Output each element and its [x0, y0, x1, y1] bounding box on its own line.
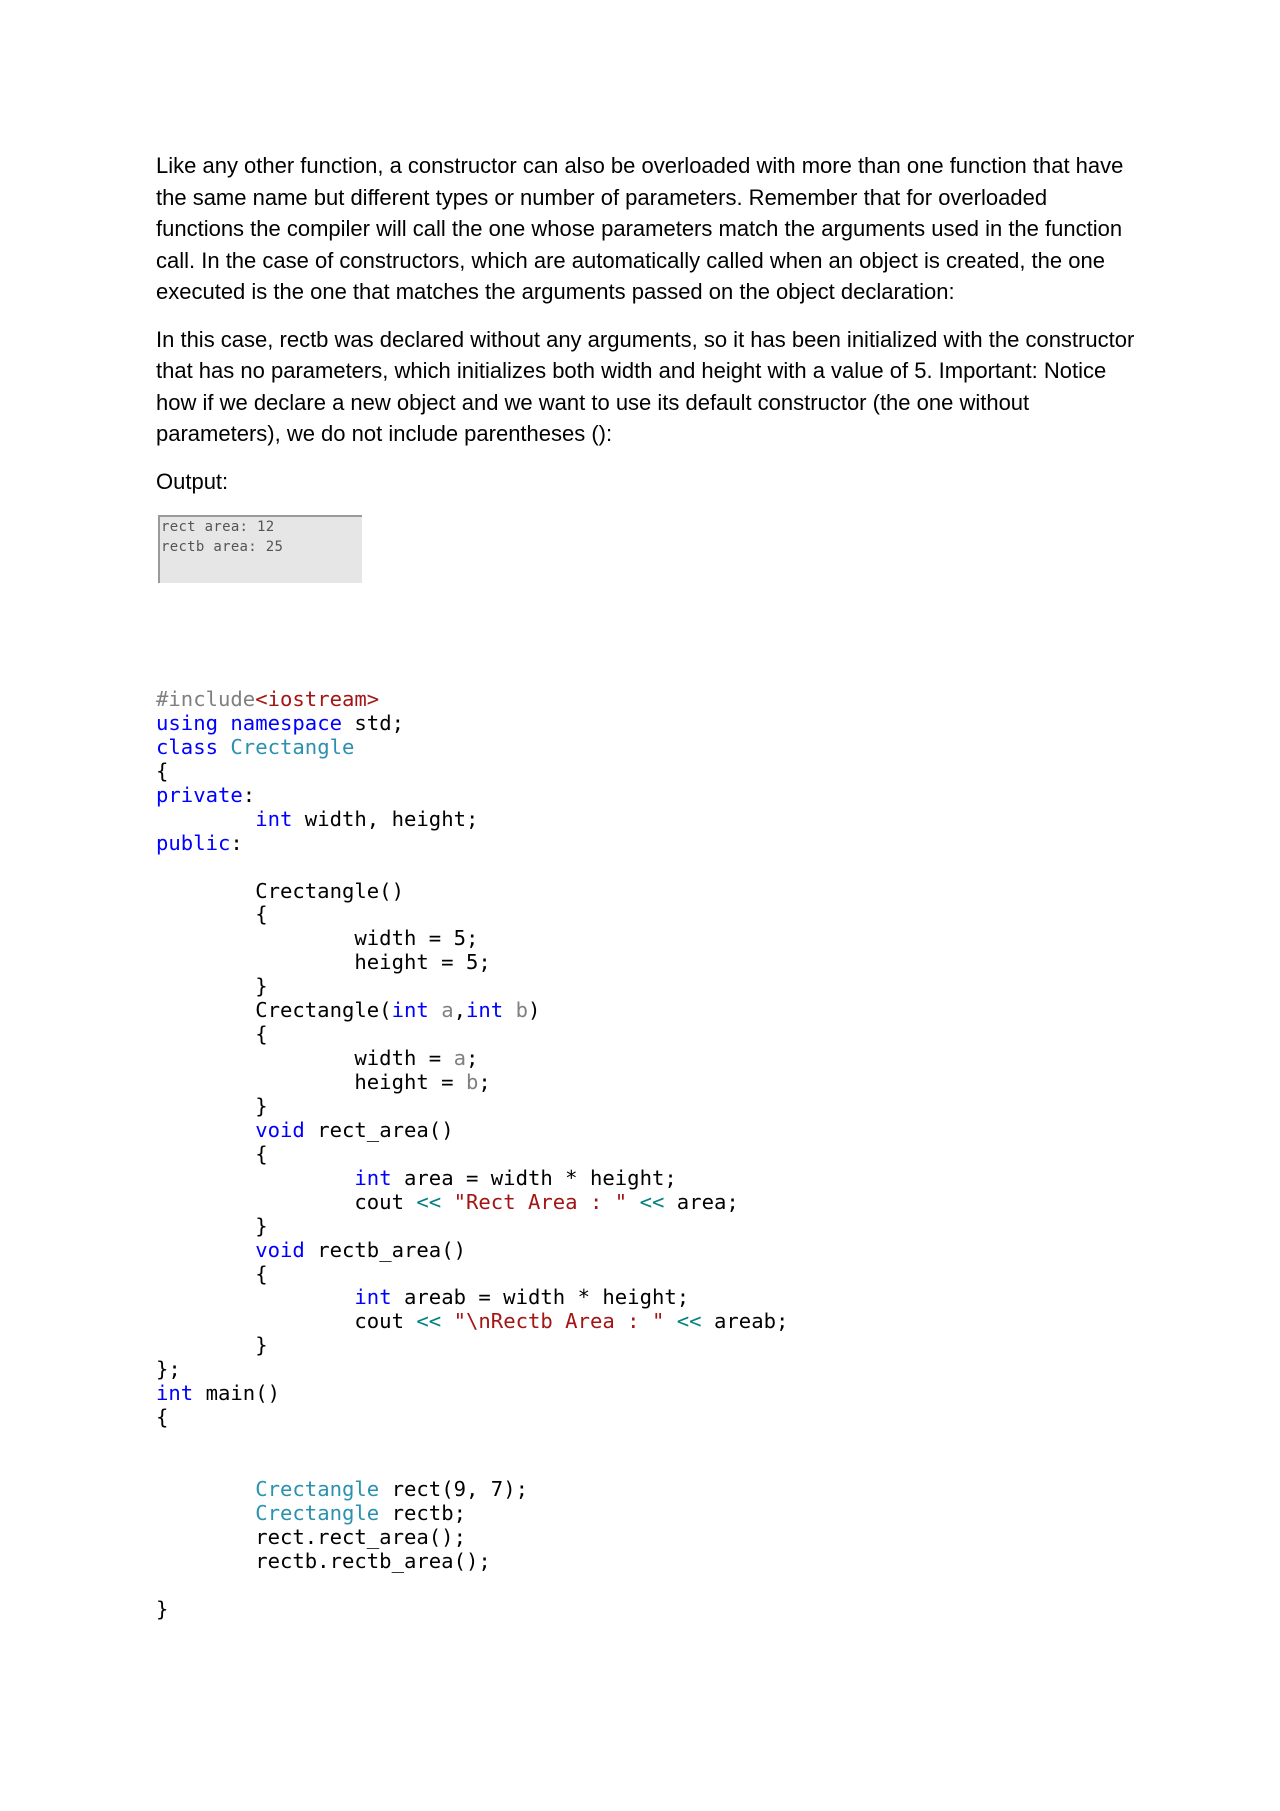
code-token: public	[156, 830, 231, 855]
code-line	[156, 1286, 788, 1310]
code-token: area;	[664, 1189, 739, 1214]
code-line	[156, 784, 788, 808]
code-line	[156, 760, 788, 784]
code-token	[156, 1477, 255, 1501]
code-token: <<	[676, 1309, 702, 1334]
code-token: Crectangle()	[156, 878, 404, 903]
code-line	[156, 1430, 788, 1454]
code-token: ;	[478, 1070, 491, 1094]
code-line	[156, 1310, 788, 1334]
code-line	[156, 1263, 788, 1287]
code-token: width =	[156, 1046, 454, 1071]
code-line	[156, 927, 788, 951]
code-token	[627, 1190, 639, 1214]
code-line	[156, 1334, 788, 1358]
code-token: Crectangle	[230, 734, 355, 759]
code-token: {	[156, 902, 268, 927]
code-token: :	[242, 782, 256, 807]
code-token	[156, 1238, 255, 1262]
output-label: Output:	[156, 468, 229, 494]
code-line	[156, 951, 788, 975]
code-line	[156, 1478, 788, 1502]
code-token: rectb.rectb_area();	[156, 1548, 491, 1573]
code-line	[156, 1071, 788, 1095]
code-line	[156, 688, 788, 712]
code-token: void	[255, 1117, 305, 1142]
code-token: a	[453, 1046, 466, 1071]
code-token	[429, 998, 441, 1022]
code-token: ;	[465, 1046, 479, 1071]
code-token: class	[156, 734, 218, 759]
code-token	[156, 1501, 255, 1525]
code-token: height =	[156, 1070, 466, 1094]
code-token: Crectangle(	[156, 998, 392, 1023]
code-token: <iostream>	[255, 687, 380, 711]
code-token: std;	[342, 710, 404, 735]
code-token: Crectangle	[255, 1500, 380, 1525]
code-token: {	[156, 1261, 268, 1286]
code-token: areab = width * height;	[391, 1285, 690, 1310]
code-line	[156, 1143, 788, 1167]
code-token: cout	[156, 1189, 417, 1214]
code-line	[156, 903, 788, 927]
code-line	[156, 1239, 788, 1263]
code-token: #include	[156, 687, 256, 711]
code-token: int	[354, 1165, 392, 1190]
code-token: int	[354, 1285, 392, 1310]
code-line	[156, 1358, 788, 1382]
code-token: rect.rect_area();	[156, 1524, 466, 1549]
code-token: ,	[453, 998, 466, 1023]
paragraph-constructor-overloading: Like any other function, a constructor can also be overloaded with more than one function that have the same name but different types or number of parameters. Remember that for overloaded functions the compiler will call the one whose parameters match the arguments used in the function call. In the case of constructors, which are automatically called when an object is created, the one executed is the one that matches the arguments passed on the object declaration:	[156, 153, 1124, 304]
console-output-line: rectb area: 25	[161, 538, 284, 555]
code-token: int	[156, 1381, 194, 1406]
code-token: }	[156, 1333, 268, 1358]
code-token	[503, 998, 515, 1022]
code-line	[156, 1023, 788, 1047]
code-token: rect_area()	[304, 1117, 454, 1142]
code-token: rectb_area()	[304, 1237, 466, 1262]
code-line	[156, 736, 788, 760]
code-token: }	[156, 1596, 169, 1621]
code-token: width = 5;	[156, 926, 479, 951]
code-line	[156, 1574, 788, 1598]
code-line	[156, 1382, 788, 1406]
code-line	[156, 1047, 788, 1071]
code-token: cout	[156, 1309, 417, 1334]
code-token: int	[255, 806, 293, 831]
code-token: rect(9, 7);	[379, 1476, 528, 1501]
code-token	[218, 735, 230, 759]
code-line	[156, 1502, 788, 1526]
code-token: int	[466, 998, 504, 1023]
code-token: "\nRectb Area : "	[453, 1309, 665, 1334]
code-line	[156, 1598, 788, 1622]
code-token	[156, 1118, 255, 1142]
code-token: {	[156, 1141, 268, 1166]
code-token: height = 5;	[156, 950, 491, 975]
code-token: }	[156, 1093, 268, 1118]
code-line	[156, 1406, 788, 1430]
code-line	[156, 832, 788, 856]
code-token: b	[465, 1070, 479, 1094]
code-token: using	[156, 710, 218, 735]
code-token: :	[230, 830, 243, 855]
code-listing	[156, 688, 788, 1622]
code-token	[441, 1309, 453, 1333]
code-token	[218, 711, 230, 735]
code-token: }	[156, 974, 268, 999]
code-token: int	[391, 998, 429, 1023]
code-token: rectb;	[379, 1500, 466, 1525]
code-token: )	[528, 998, 541, 1023]
code-line	[156, 999, 788, 1023]
code-token	[441, 1190, 453, 1214]
code-line	[156, 1119, 788, 1143]
code-line	[156, 1215, 788, 1239]
code-token: {	[156, 758, 169, 783]
code-token: width, height;	[292, 806, 479, 831]
code-token: private	[156, 782, 243, 807]
code-line	[156, 1526, 788, 1550]
code-token: a	[441, 998, 454, 1023]
code-line	[156, 712, 788, 736]
code-token: main()	[193, 1381, 280, 1406]
code-token: area = width * height;	[391, 1165, 677, 1190]
code-token: <<	[416, 1189, 442, 1214]
code-token: };	[156, 1357, 181, 1382]
code-token: b	[515, 998, 529, 1023]
code-token	[156, 1285, 354, 1309]
code-token	[664, 1309, 676, 1333]
code-token: Crectangle	[255, 1476, 380, 1501]
code-line	[156, 1550, 788, 1574]
code-token: namespace	[230, 710, 342, 735]
code-token: "Rect Area : "	[453, 1189, 628, 1214]
document-body	[156, 150, 1136, 583]
code-line	[156, 1454, 788, 1478]
code-token: }	[156, 1213, 268, 1238]
console-output-line: rect area: 12	[161, 519, 275, 535]
code-line	[156, 880, 788, 904]
code-line	[156, 1095, 788, 1119]
code-token: {	[156, 1022, 268, 1047]
code-line	[156, 1167, 788, 1191]
code-token: <<	[416, 1309, 442, 1334]
code-token: areab;	[701, 1309, 789, 1334]
code-token	[156, 807, 255, 831]
code-line	[156, 856, 788, 880]
code-token: void	[255, 1237, 305, 1262]
code-token: {	[156, 1405, 169, 1430]
console-output-screenshot	[158, 515, 362, 583]
code-line	[156, 1191, 788, 1215]
paragraph-default-constructor-note: In this case, rectb was declared without any arguments, so it has been initialized with the constructor that has no parameters, which initializes both width and height with a value of 5. Important: Notice how if we declare a new object and we want to use its default constructor (the one without parameters), we do not include parentheses ():	[156, 326, 1135, 446]
code-line	[156, 808, 788, 832]
code-token	[156, 1166, 354, 1190]
code-token: <<	[639, 1189, 665, 1214]
code-line	[156, 975, 788, 999]
